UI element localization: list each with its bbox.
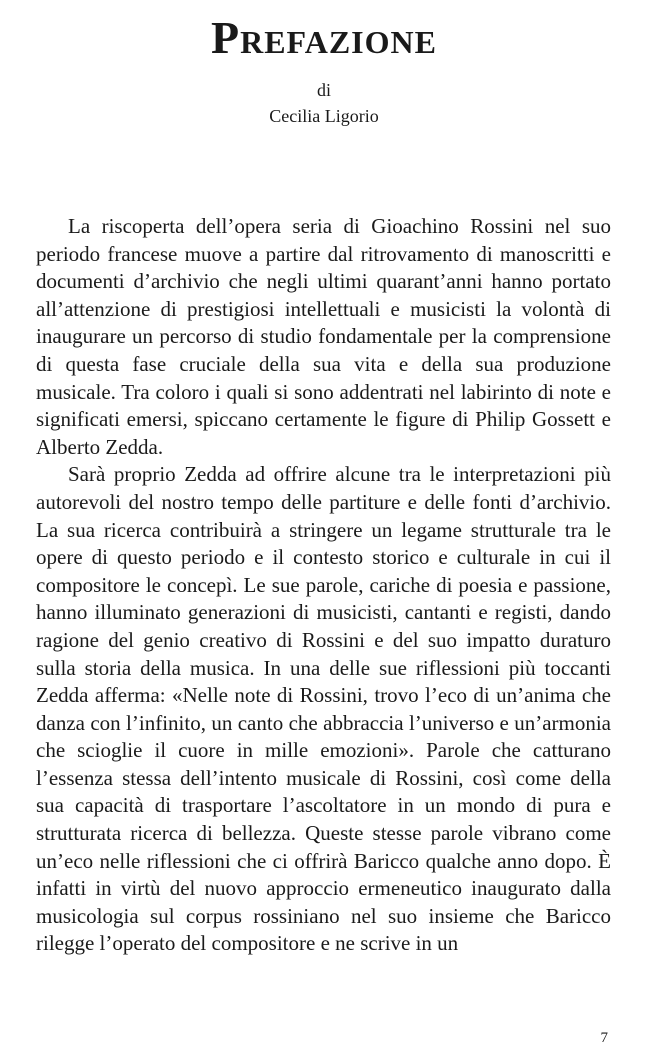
paragraph-2: Sarà proprio Zedda ad offrire alcune tra le interpretazioni più autorevoli del nostro tempo delle partiture e delle fonti d’archivio. La sua ricerca contribuirà a stringere un legame strutturale tra le opere di questo periodo e il contesto storico e culturale in cui il compositore le concepì. Le sue parole, cariche di poesia e passione, hanno illuminato generazioni di musicisti, cantanti e registi, dando ragione del genio creativo di Rossini e del suo impatto duraturo sulla storia della musica. In una delle sue riflessioni più toccanti Zedda afferma: «Nelle note di Rossini, trovo l’eco di un’anima che danza con l’infinito, un canto che abbraccia l’universo e un’armonia che scioglie il cuore in mille emozioni». Parole che catturano l’essenza stessa dell’intento musicale di Rossini, così come della sua capacità di trasportare l’ascoltatore in un mondo di pura e strutturata ricerca di bellezza. Queste stesse parole vibrano come un’eco nelle riflessioni che ci offrirà Baricco qualche anno dopo. È infatti in virtù del nuovo approccio ermeneutico inaugurato dalla musicologia sul corpus rossiniano nel suo insieme che Baricco rilegge l’operato del compositore e ne scrive in un bbox=[36, 462, 611, 956]
chapter-title bbox=[0, 10, 648, 66]
chapter-title-text: Prefazione bbox=[211, 12, 437, 63]
byline-di: di bbox=[316, 80, 331, 100]
paragraph-1: La riscoperta dell’opera seria di Gioachino Rossini nel suo periodo francese muove a partire dal ritrovamento di manoscritti e documenti d’archivio che negli ultimi quarant’anni hanno portato all’attenzione di prestigiosi intellettuali e musicisti la volontà di inaugurare un percorso di studio fondamentale per la comprensione di questa fase cruciale della sua vita e della sua produzione musicale. Tra coloro i quali si sono addentrati nel labirinto di note e significati emersi, spiccano certamente le figure di Philip Gossett e Alberto Zedda. bbox=[36, 214, 611, 459]
author-name: Cecilia Ligorio bbox=[269, 106, 379, 126]
body-text bbox=[36, 213, 611, 958]
page-number: 7 bbox=[600, 1030, 608, 1046]
